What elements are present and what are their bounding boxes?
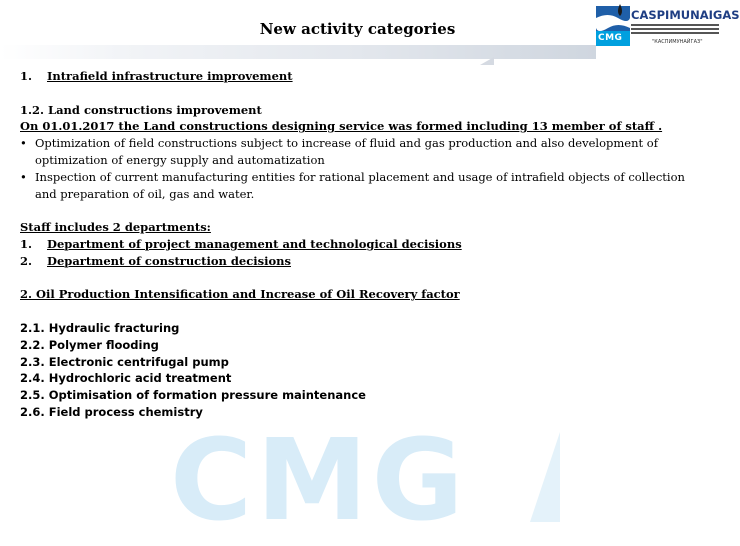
- header-bar: [0, 45, 596, 59]
- section2-item: 2.6. Field process chemistry: [20, 404, 203, 419]
- bullet-icon: •: [20, 136, 27, 151]
- section1-heading-row: [20, 68, 695, 85]
- section2-item: 2.1. Hydraulic fracturing: [20, 320, 180, 335]
- section1-number: 1.: [20, 69, 33, 83]
- logo-abbr: CMG: [598, 33, 623, 43]
- bullet-item: [20, 135, 695, 169]
- department-item: [20, 236, 695, 253]
- department-number: 2.: [20, 253, 33, 268]
- section2-item: 2.5. Optimisation of formation pressure maintenance: [20, 388, 366, 403]
- bullet-text: Optimization of field constructions subject to increase of fluid and gas production and also development of optimization of energy supply and automatization: [35, 136, 658, 167]
- slide-title: New activity categories: [259, 20, 456, 38]
- department-item: [20, 253, 695, 270]
- section1-subheading: 1.2. Land constructions improvement: [20, 102, 262, 117]
- logo-name: CASPIMUNAIGAS: [631, 8, 740, 22]
- department-label: Department of construction decisions: [47, 253, 291, 268]
- logo-lines: [631, 24, 719, 36]
- slide-content: [20, 68, 695, 421]
- watermark: CMG: [170, 416, 468, 546]
- section2-heading: 2. Oil Production Intensification and Increase of Oil Recovery factor: [20, 287, 460, 302]
- section2-item: 2.3. Electronic centrifugal pump: [20, 354, 229, 369]
- department-number: 1.: [20, 236, 33, 251]
- bullet-item: [20, 169, 695, 203]
- staff-heading: Staff includes 2 departments:: [20, 220, 211, 235]
- logo-sub: "КАСПИМУНАЙГАЗ": [652, 39, 703, 45]
- section2-item: 2.2. Polymer flooding: [20, 337, 159, 352]
- section1-heading: Intrafield infrastructure improvement: [47, 69, 293, 83]
- department-label: Department of project management and technological decisions: [47, 236, 462, 251]
- watermark-shape: [530, 432, 560, 522]
- section1-statement: On 01.01.2017 the Land constructions designing service was formed including 13 member of staff .: [20, 119, 663, 134]
- bullet-text: Inspection of current manufacturing entities for rational placement and usage of intrafield objects of collection and preparation of oil, gas and water.: [35, 169, 685, 201]
- company-logo: [596, 4, 740, 46]
- bullet-icon: •: [20, 169, 27, 184]
- corner-mark: [480, 57, 494, 65]
- section2-item: 2.4. Hydrochloric acid treatment: [20, 371, 232, 386]
